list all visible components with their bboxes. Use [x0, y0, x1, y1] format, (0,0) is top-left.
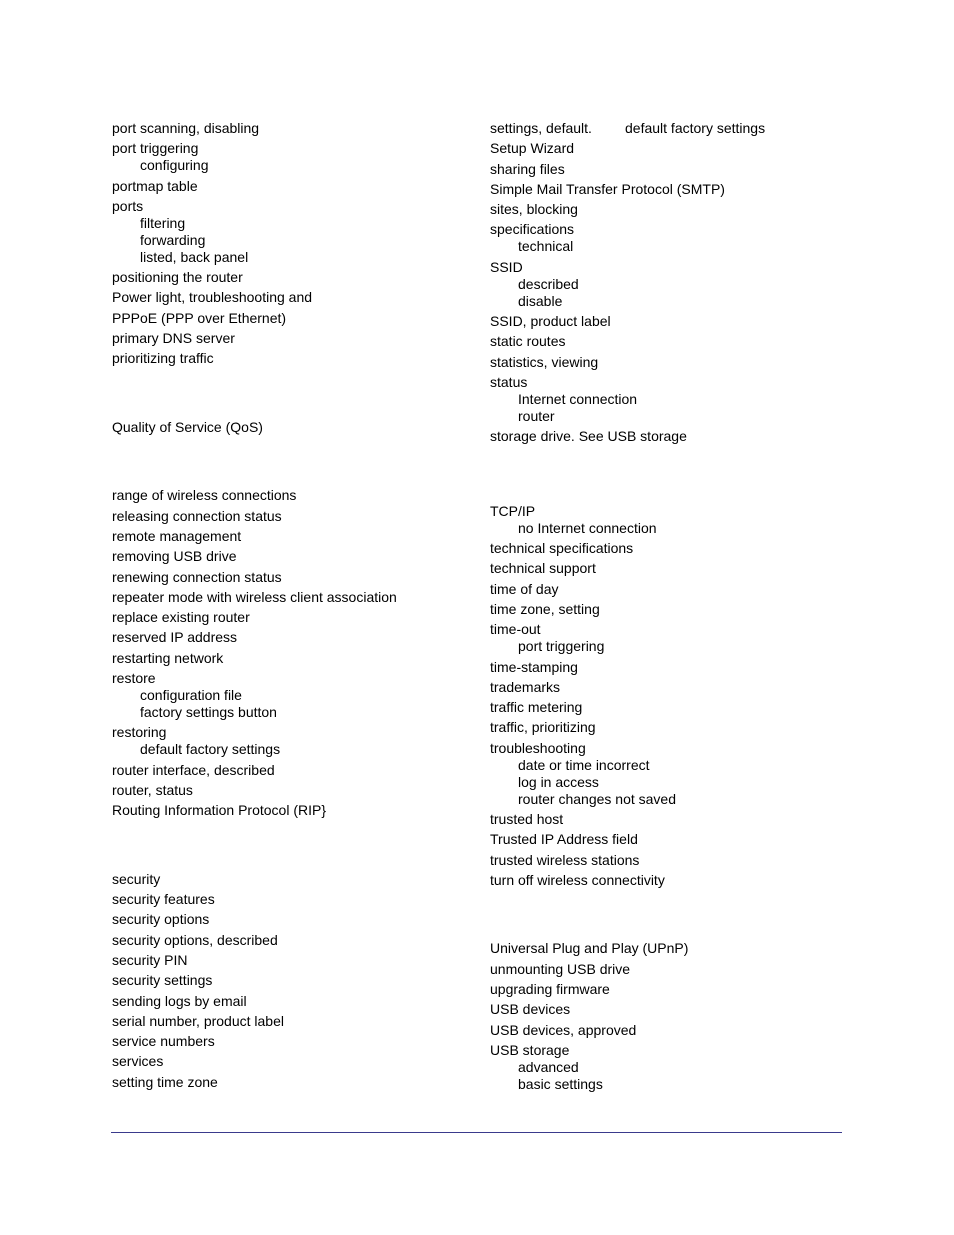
index-term: trusted host [490, 811, 564, 828]
index-term: static routes [490, 333, 566, 350]
section-gap [490, 889, 850, 941]
index-term: setting time zone [112, 1073, 218, 1090]
index-entry [112, 508, 472, 525]
index-entry [490, 1042, 850, 1093]
index-term: settings, default. [490, 120, 592, 136]
section-gap [490, 445, 850, 503]
index-subentry: forwarding [140, 231, 206, 248]
index-term: USB devices, approved [490, 1021, 637, 1038]
index-entry [490, 221, 850, 255]
index-subentry: configuring [140, 157, 209, 174]
index-entry [112, 609, 472, 626]
index-entry [490, 560, 850, 577]
index-term: replace existing router [112, 609, 250, 626]
index-term: prioritizing traffic [112, 350, 214, 367]
index-term: router, status [112, 781, 193, 798]
index-term: SSID, product label [490, 313, 611, 330]
index-term: Universal Plug and Play (UPnP) [490, 940, 689, 957]
index-entry [112, 782, 472, 799]
index-term: security features [112, 891, 215, 908]
index-term: turn off wireless connectivity [490, 871, 665, 888]
index-entry [112, 419, 472, 436]
index-entry [112, 802, 472, 819]
index-entry [112, 932, 472, 949]
index-subentry: router changes not saved [518, 790, 676, 807]
index-entry [490, 872, 850, 889]
index-term: sharing files [490, 160, 565, 177]
index-entry [112, 528, 472, 545]
index-entry [112, 1013, 472, 1030]
index-term: reserved IP address [112, 629, 238, 646]
index-subentry: filtering [140, 214, 186, 231]
index-term: security [112, 870, 161, 887]
index-term: removing USB drive [112, 548, 237, 565]
index-entry [490, 333, 850, 350]
index-entry [490, 831, 850, 848]
index-entry [490, 940, 850, 957]
index-entry [490, 1001, 850, 1018]
index-entry [490, 201, 850, 218]
index-term: time-stamping [490, 658, 578, 675]
index-term: serial number, product label [112, 1012, 284, 1029]
index-term: Trusted IP Address field [490, 831, 638, 848]
index-term: USB devices [490, 1001, 571, 1018]
index-entry [112, 569, 472, 586]
index-subentry: technical [518, 238, 574, 255]
index-term: port triggering [112, 140, 199, 157]
index-entry [490, 852, 850, 869]
index-entry [112, 120, 472, 137]
index-term: primary DNS server [112, 330, 235, 347]
index-subentry: Internet connection [518, 390, 638, 407]
index-entry [490, 811, 850, 828]
index-entry [112, 762, 472, 779]
index-term: time-out [490, 621, 541, 638]
index-entry [112, 891, 472, 908]
index-entry [112, 670, 472, 721]
index-subentry: described [518, 275, 579, 292]
index-term: specifications [490, 221, 575, 238]
index-entry [112, 629, 472, 646]
index-subentry: router [518, 407, 555, 424]
index-term: Routing Information Protocol (RIP} [112, 802, 326, 819]
index-term: technical support [490, 560, 596, 577]
index-term: time zone, setting [490, 600, 600, 617]
index-entry [490, 161, 850, 178]
index-term: sites, blocking [490, 201, 578, 218]
index-term: sending logs by email [112, 992, 247, 1009]
index-entry [112, 952, 472, 969]
index-term: restore [112, 670, 156, 687]
index-term: technical specifications [490, 540, 634, 557]
index-term: port scanning, disabling [112, 120, 260, 136]
index-subentry: no Internet connection [518, 519, 657, 536]
index-entry [490, 354, 850, 371]
index-entry [490, 313, 850, 330]
footer-rule [111, 1132, 842, 1133]
index-entry [112, 548, 472, 565]
index-subentry: configuration file [140, 687, 242, 704]
index-entry [490, 740, 850, 808]
index-term: portmap table [112, 177, 198, 194]
index-term: service numbers [112, 1033, 215, 1050]
index-term: repeater mode with wireless client association [112, 588, 397, 605]
index-column-right [490, 120, 850, 1093]
index-entry [490, 259, 850, 310]
index-term: SSID [490, 258, 523, 275]
index-term: trademarks [490, 678, 561, 695]
index-entry [112, 330, 472, 347]
index-term: USB storage [490, 1041, 570, 1058]
index-entry [112, 724, 472, 758]
index-entry [112, 1074, 472, 1091]
index-term: statistics, viewing [490, 353, 599, 370]
index-entry [112, 178, 472, 195]
index-term: range of wireless connections [112, 487, 297, 504]
index-term: traffic metering [490, 699, 583, 716]
index-entry [490, 679, 850, 696]
index-term: upgrading firmware [490, 981, 610, 998]
index-term: traffic, prioritizing [490, 719, 596, 736]
index-entry [490, 581, 850, 598]
index-subentry: date or time incorrect [518, 756, 650, 773]
index-term: releasing connection status [112, 507, 282, 524]
index-subentry: advanced [518, 1058, 579, 1075]
index-entry [490, 659, 850, 676]
index-subentry: listed, back panel [140, 248, 249, 265]
index-term: unmounting USB drive [490, 960, 631, 977]
index-entry [112, 269, 472, 286]
index-term: Simple Mail Transfer Protocol (SMTP) [490, 180, 725, 197]
index-term: time of day [490, 580, 559, 597]
index-term: Setup Wizard [490, 140, 575, 157]
section-gap [112, 819, 472, 871]
index-entry [112, 871, 472, 888]
index-entry [112, 650, 472, 667]
index-entry [490, 120, 850, 137]
index-term: security options [112, 911, 210, 928]
index-term: renewing connection status [112, 568, 282, 585]
index-entry [112, 198, 472, 266]
index-entry [490, 503, 850, 537]
index-entry [112, 140, 472, 174]
index-subentry: factory settings button [140, 704, 277, 721]
index-term: PPPoE (PPP over Ethernet) [112, 309, 287, 326]
index-term: restoring [112, 724, 167, 741]
index-term: services [112, 1053, 164, 1070]
index-subentry: basic settings [518, 1075, 603, 1092]
index-entry [490, 140, 850, 157]
index-entry [490, 719, 850, 736]
index-see-reference: default factory settings [625, 120, 766, 136]
index-term: TCP/IP [490, 502, 536, 519]
index-term: Quality of Service (QoS) [112, 418, 263, 435]
index-subentry: default factory settings [140, 741, 281, 758]
index-entry [490, 181, 850, 198]
index-entry [490, 374, 850, 425]
index-entry [112, 589, 472, 606]
index-subentry: log in access [518, 773, 599, 790]
index-term: router interface, described [112, 761, 275, 778]
index-entry [112, 310, 472, 327]
index-entry [112, 1053, 472, 1070]
index-term: trusted wireless stations [490, 851, 640, 868]
index-entry [490, 981, 850, 998]
index-term: remote management [112, 527, 242, 544]
index-term: security settings [112, 972, 213, 989]
index-entry [490, 961, 850, 978]
section-gap [112, 367, 472, 419]
index-term: positioning the router [112, 269, 243, 286]
index-subentry: port triggering [518, 638, 605, 655]
index-entry [112, 972, 472, 989]
index-entry [490, 428, 850, 445]
index-entry [112, 289, 472, 306]
index-term: status [490, 373, 528, 390]
index-entry [490, 699, 850, 716]
index-entry [490, 601, 850, 618]
index-entry [112, 993, 472, 1010]
index-subentry: disable [518, 292, 563, 309]
index-term: security PIN [112, 951, 188, 968]
index-term: restarting network [112, 649, 224, 666]
index-term: security options, described [112, 931, 278, 948]
index-entry [490, 1022, 850, 1039]
index-entry [490, 621, 850, 655]
index-term: troubleshooting [490, 739, 586, 756]
index-term: Power light, troubleshooting and [112, 289, 313, 306]
index-entry [490, 540, 850, 557]
index-entry [112, 487, 472, 504]
index-entry [112, 1033, 472, 1050]
index-entry [112, 911, 472, 928]
index-term: ports [112, 197, 144, 214]
index-entry [112, 350, 472, 367]
index-column-left [112, 120, 472, 1091]
section-gap [112, 436, 472, 488]
index-term: storage drive. See USB storage [490, 428, 687, 445]
